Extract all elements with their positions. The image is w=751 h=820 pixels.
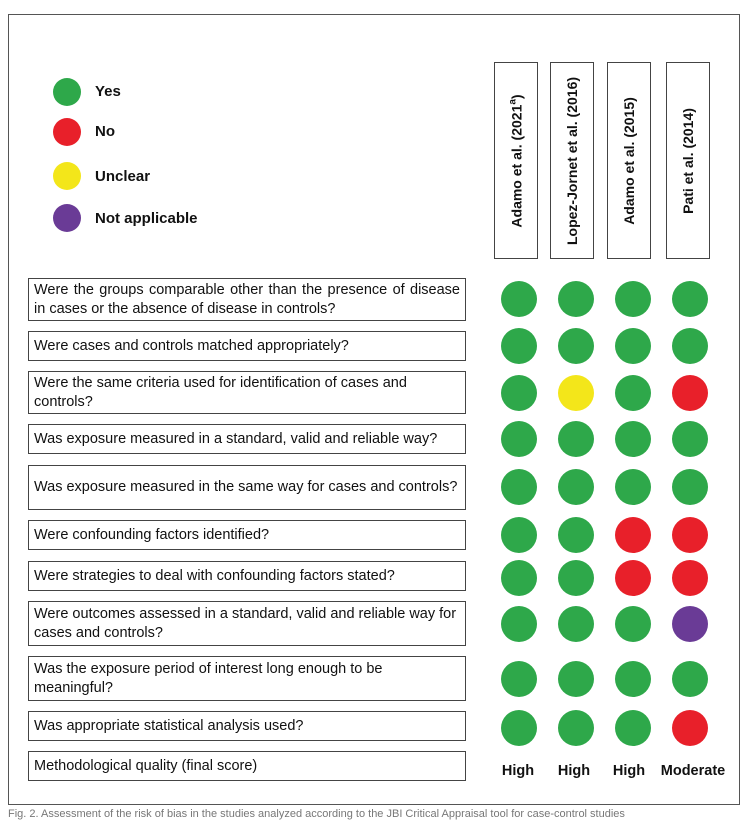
answer-dot-yes — [558, 469, 594, 505]
question-text: Was exposure measured in the same way for cases and controls? — [34, 479, 458, 495]
question-text: Were outcomes assessed in a standard, valid and reliable way for cases and controls? — [34, 605, 457, 641]
legend-yes-dot — [53, 78, 81, 106]
question-box — [28, 601, 466, 646]
answer-dot-yes — [615, 661, 651, 697]
study-name: Adamo et al. (2021$^a$) — [507, 93, 525, 228]
legend-unclear-label: Unclear — [95, 168, 151, 185]
question-text: Were cases and controls matched appropriately? — [34, 337, 349, 354]
legend-not-applicable-label: Not applicable — [95, 210, 198, 227]
answer-dot-yes — [501, 421, 537, 457]
answer-dot-yes — [501, 606, 537, 642]
answer-dot-yes — [672, 421, 708, 457]
answer-dot-yes — [501, 517, 537, 553]
answer-dot-yes — [615, 469, 651, 505]
answer-dot-yes — [501, 328, 537, 364]
answer-dot-yes — [672, 469, 708, 505]
answer-dot-yes — [615, 606, 651, 642]
study-name: Pati et al. (2014) — [680, 107, 696, 214]
study-name: Adamo et al. (2015) — [621, 96, 637, 225]
study-header-1 — [494, 62, 538, 259]
answer-dot-yes — [615, 710, 651, 746]
answer-dot-not-applicable — [672, 606, 708, 642]
study-header-4 — [666, 62, 710, 259]
answer-dot-yes — [615, 281, 651, 317]
answer-dot-yes — [558, 560, 594, 596]
question-text: Was appropriate statistical analysis used? — [34, 717, 304, 734]
answer-dot-no — [672, 560, 708, 596]
question-box — [28, 371, 466, 414]
final-score-2: High — [557, 763, 591, 779]
question-text: Were strategies to deal with confounding factors stated? — [34, 567, 395, 584]
answer-dot-yes — [558, 661, 594, 697]
legend-not-applicable-dot — [53, 204, 81, 232]
answer-dot-no — [615, 560, 651, 596]
answer-dot-unclear — [558, 375, 594, 411]
final-score-3: High — [612, 763, 646, 779]
answer-dot-yes — [672, 281, 708, 317]
question-text: Was exposure measured in a standard, valid and reliable way? — [34, 430, 438, 447]
answer-dot-yes — [615, 421, 651, 457]
question-text: Was the exposure period of interest long enough to be meaningful? — [34, 660, 383, 696]
answer-dot-yes — [558, 710, 594, 746]
answer-dot-yes — [501, 281, 537, 317]
answer-dot-no — [672, 710, 708, 746]
question-text: Were confounding factors identified? — [34, 526, 270, 543]
question-box — [28, 561, 466, 591]
question-box — [28, 520, 466, 550]
question-box — [28, 424, 466, 454]
answer-dot-yes — [558, 517, 594, 553]
answer-dot-no — [672, 375, 708, 411]
question-box — [28, 711, 466, 741]
answer-dot-yes — [615, 375, 651, 411]
answer-dot-yes — [558, 606, 594, 642]
question-text: Were the groups comparable other than the presence of disease in cases or the absence of disease in controls? — [34, 281, 460, 317]
question-box — [28, 331, 466, 361]
legend-yes-label: Yes — [95, 83, 121, 100]
study-name: Lopez-Jornet et al. (2016) — [564, 76, 580, 245]
legend-no-dot — [53, 118, 81, 146]
question-box — [28, 656, 466, 701]
answer-dot-yes — [672, 328, 708, 364]
final-score-1: High — [501, 763, 535, 779]
final-score-box — [28, 751, 466, 781]
legend-unclear-dot — [53, 162, 81, 190]
answer-dot-no — [615, 517, 651, 553]
answer-dot-no — [672, 517, 708, 553]
question-box — [28, 465, 466, 510]
study-header-2 — [550, 62, 594, 259]
figure-caption: Fig. 2. Assessment of the risk of bias in the studies analyzed according to the JBI Critical Appraisal tool for case-control studies — [8, 809, 625, 820]
answer-dot-yes — [501, 560, 537, 596]
answer-dot-yes — [558, 421, 594, 457]
study-header-3 — [607, 62, 651, 259]
question-box — [28, 278, 466, 321]
answer-dot-yes — [501, 469, 537, 505]
answer-dot-yes — [501, 661, 537, 697]
question-text: Were the same criteria used for identification of cases and controls? — [34, 374, 407, 410]
answer-dot-yes — [501, 375, 537, 411]
answer-dot-yes — [615, 328, 651, 364]
answer-dot-yes — [672, 661, 708, 697]
answer-dot-yes — [501, 710, 537, 746]
final-score-label: Methodological quality (final score) — [34, 757, 258, 774]
answer-dot-yes — [558, 281, 594, 317]
answer-dot-yes — [558, 328, 594, 364]
legend-no-label: No — [95, 123, 115, 140]
final-score-4: Moderate — [660, 763, 726, 779]
